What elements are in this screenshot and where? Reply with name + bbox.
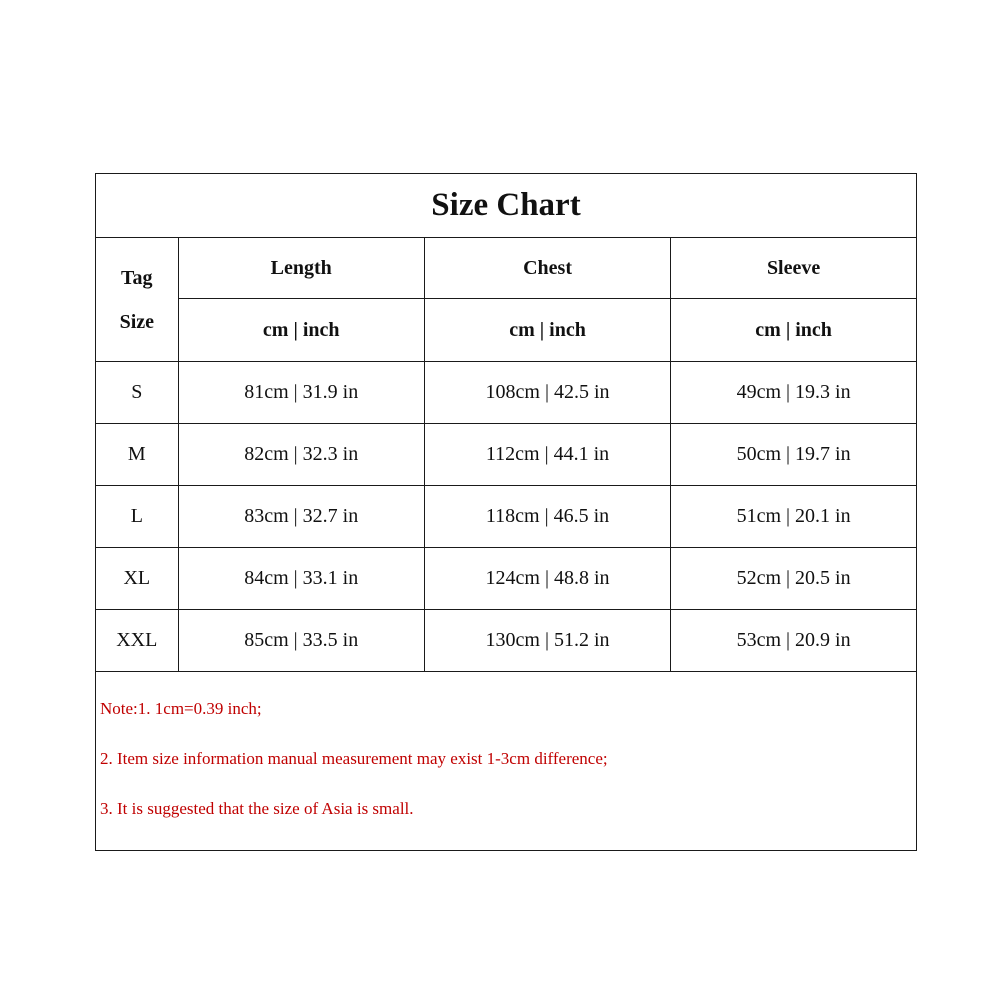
table-row [96, 548, 916, 610]
chest-cell: 130cm | 51.2 in [424, 610, 670, 672]
sleeve-cell: 50cm | 19.7 in [671, 424, 916, 486]
sleeve-header: Sleeve [671, 238, 916, 299]
tag-size-header [96, 238, 178, 362]
notes-section [96, 684, 916, 834]
column-header-row [96, 238, 916, 299]
length-unit: cm | inch [178, 299, 424, 362]
table-row [96, 362, 916, 424]
size-label: Size [119, 310, 155, 333]
length-cell: 81cm | 31.9 in [178, 362, 424, 424]
table-row [96, 424, 916, 486]
chest-cell: 108cm | 42.5 in [424, 362, 670, 424]
size-cell: S [96, 362, 178, 424]
chart-title: Size Chart [96, 174, 916, 238]
sleeve-cell: 51cm | 20.1 in [671, 486, 916, 548]
length-header: Length [178, 238, 424, 299]
length-cell: 85cm | 33.5 in [178, 610, 424, 672]
note-line-2: 2. Item size information manual measurement may exist 1-3cm difference; [100, 749, 608, 768]
chest-unit: cm | inch [424, 299, 670, 362]
note-line-3: 3. It is suggested that the size of Asia is small. [100, 799, 414, 818]
size-cell: M [96, 424, 178, 486]
chest-cell: 118cm | 46.5 in [424, 486, 670, 548]
chest-cell: 112cm | 44.1 in [424, 424, 670, 486]
size-cell: L [96, 486, 178, 548]
unit-row [96, 299, 916, 362]
chest-header: Chest [424, 238, 670, 299]
length-cell: 83cm | 32.7 in [178, 486, 424, 548]
sleeve-cell: 53cm | 20.9 in [671, 610, 916, 672]
sleeve-cell: 52cm | 20.5 in [671, 548, 916, 610]
length-cell: 82cm | 32.3 in [178, 424, 424, 486]
table-row [96, 486, 916, 548]
size-chart [95, 173, 917, 851]
table-row [96, 610, 916, 672]
size-cell: XXL [96, 610, 178, 672]
tag-label: Tag [121, 266, 153, 289]
note-line-1: Note:1. 1cm=0.39 inch; [100, 699, 262, 718]
chest-cell: 124cm | 48.8 in [424, 548, 670, 610]
size-cell: XL [96, 548, 178, 610]
length-cell: 84cm | 33.1 in [178, 548, 424, 610]
size-table [96, 238, 916, 672]
sleeve-unit: cm | inch [671, 299, 916, 362]
sleeve-cell: 49cm | 19.3 in [671, 362, 916, 424]
